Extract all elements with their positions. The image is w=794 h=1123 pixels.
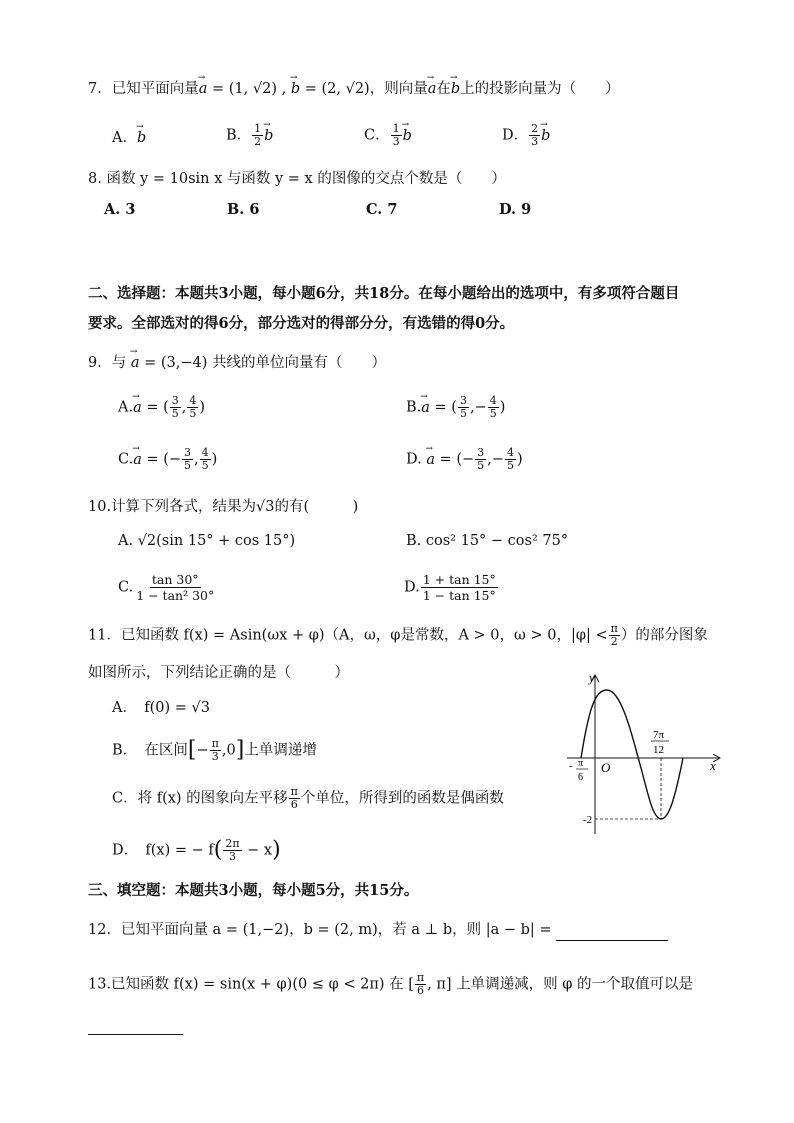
bracket: ) xyxy=(272,837,281,863)
option-letter: A． xyxy=(112,130,137,146)
vector-b: → b xyxy=(541,125,550,147)
q11-option-a: A． f(0) = √3 xyxy=(112,700,210,716)
option-letter: D． xyxy=(502,127,529,144)
vector-b: → b xyxy=(403,125,412,147)
bracket: [ xyxy=(187,737,197,763)
question-12 xyxy=(88,919,668,941)
fraction xyxy=(170,395,181,420)
fraction-numerator: π xyxy=(211,737,219,750)
q7-stem-text-1: 已知平面向量 xyxy=(111,81,199,97)
section-2-header-line-2: 要求。全部选对的得6分，部分选对的得部分分，有选错的得0分。 xyxy=(88,315,515,332)
option-letter: C. xyxy=(118,579,134,596)
q7-stem-text-2: ，则向量 xyxy=(369,81,428,97)
q13-stem-pre: 13.已知函数 f(x) = sin(x + φ)(0 ≤ φ < 2π) 在 [ xyxy=(88,976,414,993)
vector-b: → b xyxy=(291,78,300,100)
sine-curve xyxy=(581,690,683,819)
fraction-denominator: 3 xyxy=(228,850,236,863)
fraction xyxy=(391,123,402,148)
q7-option-c xyxy=(364,123,412,148)
q10-option-c xyxy=(118,572,217,603)
x-axis-label: x xyxy=(710,758,716,773)
q7-option-d xyxy=(502,123,550,148)
vector-a: → a xyxy=(199,78,208,100)
q9-option-c: C.→ a = (− $\frac{3}{5}$ , $\frac{4}{5}$ ) xyxy=(118,447,217,472)
fraction-denominator: 5 xyxy=(489,407,497,420)
fraction-numerator: π xyxy=(290,785,298,798)
fraction-numerator: 4 xyxy=(489,394,497,407)
origin-label: O xyxy=(601,760,611,775)
fraction-denominator: 5 xyxy=(477,459,485,472)
q7-number: 7． xyxy=(88,81,112,97)
q11-stem-part-2: ）的部分图象 xyxy=(620,627,708,644)
vector-a: → a xyxy=(133,397,142,419)
fraction-denominator: 2 xyxy=(610,635,618,648)
bracket: ] xyxy=(235,737,245,763)
fraction xyxy=(210,738,221,763)
vector-a: → a xyxy=(133,449,142,471)
right-zero-denominator: 12 xyxy=(653,744,664,756)
q9-option-a: A.→ a = ( $\frac{3}{5}$ , $\frac{4}{5}$ ) xyxy=(118,395,205,420)
sign: − xyxy=(168,451,182,468)
fraction-numerator: tan 30° xyxy=(151,572,199,587)
section-3-header: 三、填空题：本题共3小题，每小题5分，共15分。 xyxy=(88,882,419,899)
sign: − xyxy=(196,742,209,759)
fraction xyxy=(609,623,620,648)
question-13 xyxy=(88,972,693,997)
vector-a: → a xyxy=(421,397,430,419)
fraction-numerator: 4 xyxy=(506,446,514,459)
fraction xyxy=(187,395,198,420)
q8-option-a: A. 3 xyxy=(104,201,136,218)
fraction-numerator: 4 xyxy=(201,446,209,459)
vector-b: → b xyxy=(264,125,273,147)
fraction xyxy=(421,572,498,603)
q9-stem-pre: 9．与 xyxy=(88,355,131,371)
fraction-numerator: 4 xyxy=(189,394,197,407)
sign: − xyxy=(491,451,504,468)
option-text: 上单调递增 xyxy=(244,742,317,759)
fraction-denominator: 5 xyxy=(506,459,514,472)
left-zero-sign: - xyxy=(569,760,573,772)
q10-option-b: B. cos² 15° − cos² 75° xyxy=(406,533,569,549)
fraction-numerator: π xyxy=(416,971,425,984)
q11-option-c xyxy=(112,786,504,811)
option-text: 个单位，所得到的函数是偶函数 xyxy=(300,790,504,807)
q8-option-c: C. 7 xyxy=(366,201,398,218)
left-zero-denominator: 6 xyxy=(578,772,583,783)
fraction-denominator: 5 xyxy=(171,407,179,420)
vector-b: → b xyxy=(451,78,460,100)
fraction xyxy=(182,447,193,472)
fraction-numerator: 3 xyxy=(477,446,485,459)
q7-option-a xyxy=(112,127,146,149)
fraction-denominator: 3 xyxy=(392,135,400,148)
sign: − xyxy=(462,451,475,468)
fraction-numerator: 2 xyxy=(531,122,539,135)
fraction-numerator: 1 xyxy=(392,122,400,135)
q8-stem: 8. 函数 y = 10sin x 与函数 y = x 的图像的交点个数是（ ） xyxy=(88,171,506,187)
question-7 xyxy=(88,78,620,100)
left-zero-numerator: π xyxy=(578,758,584,769)
q8-option-d: D. 9 xyxy=(499,201,532,218)
fraction xyxy=(200,447,211,472)
fraction-numerator: 2π xyxy=(225,837,240,850)
q7-stem-text-4: 上的投影向量为（ ） xyxy=(460,81,620,97)
option-text: B． 在区间 xyxy=(112,742,188,759)
fraction-denominator: 3 xyxy=(531,135,539,148)
function-graph-figure xyxy=(565,668,725,838)
q11-option-d xyxy=(112,838,281,863)
q13-stem-post: , π] 上单调递减，则 φ 的一个取值可以是 xyxy=(427,976,694,993)
q7-stem-text-3: 在 xyxy=(436,81,451,97)
fraction-denominator: 5 xyxy=(184,459,192,472)
vector-a: → a xyxy=(428,78,437,100)
option-letter: A. xyxy=(118,399,134,416)
fraction-numerator: 3 xyxy=(459,394,467,407)
fraction xyxy=(415,972,426,997)
fraction-denominator: 3 xyxy=(211,750,219,763)
bracket: ( xyxy=(213,837,223,863)
fraction xyxy=(488,395,499,420)
sign: − xyxy=(474,399,487,416)
fraction xyxy=(289,786,300,811)
option-text: ,0 xyxy=(221,742,236,759)
fraction-numerator: 1 xyxy=(254,122,262,135)
fraction-denominator: 1 − tan 15° xyxy=(422,588,496,603)
vector-a: → a xyxy=(131,352,140,374)
q9-option-b: B.→ a = ( $\frac{3}{5}$ ,− $\frac{4}{5}$ ) xyxy=(406,395,505,420)
fraction-denominator: 5 xyxy=(459,407,467,420)
question-11 xyxy=(88,623,708,648)
fraction xyxy=(458,395,469,420)
option-letter: D. xyxy=(404,579,420,596)
q9-option-d: D. → a = (− $\frac{3}{5}$ ,− $\frac{4}{5}$ ) xyxy=(406,447,523,472)
fraction xyxy=(475,447,486,472)
q7-option-b xyxy=(226,123,273,148)
fraction-denominator: 1 − tan² 30° xyxy=(136,588,215,603)
option-text: C．将 f(x) 的图象向左平移 xyxy=(112,790,288,807)
q11-stem-line-2: 如图所示，下列结论正确的是（ ） xyxy=(88,665,349,681)
q9-stem-post: = (3,−4) 共线的单位向量有（ ） xyxy=(139,355,386,371)
q11-option-b xyxy=(112,738,317,763)
question-10: 10.计算下列各式，结果为√3的有( ) xyxy=(88,499,359,515)
option-letter: C. xyxy=(118,451,134,468)
answer-blank[interactable] xyxy=(88,1020,183,1035)
fraction xyxy=(223,838,241,863)
fraction-numerator: 3 xyxy=(184,446,192,459)
fraction xyxy=(134,572,216,603)
option-letter: D. xyxy=(406,451,427,468)
question-9 xyxy=(88,352,386,374)
vector-b: → b xyxy=(137,127,146,149)
option-letter: B. xyxy=(406,399,422,416)
answer-blank[interactable] xyxy=(556,922,668,941)
fraction xyxy=(252,123,263,148)
q8-option-b: B. 6 xyxy=(227,201,260,218)
q10-option-a: A. √2(sin 15° + cos 15°) xyxy=(118,533,296,549)
right-zero-numerator: 7π xyxy=(653,729,665,741)
fraction-denominator: 5 xyxy=(201,459,209,472)
q7-b-value: = (2, √2) xyxy=(300,81,370,97)
fraction-denominator: 5 xyxy=(189,407,197,420)
section-2-header-line-1: 二、选择题：本题共3小题，每小题6分，共18分。在每小题给出的选项中，有多项符合题目 xyxy=(88,285,680,302)
q12-stem: 12．已知平面向量 a = (1,−2)，b = (2, m)，若 a ⊥ b，则 |a − b| = xyxy=(88,922,557,938)
minimum-value-label: -2 xyxy=(583,814,593,826)
fraction-numerator: π xyxy=(610,622,618,635)
fraction-denominator: 2 xyxy=(254,135,262,148)
fraction-numerator: 1 + tan 15° xyxy=(422,572,496,587)
option-text: − x xyxy=(242,842,273,859)
option-letter: B． xyxy=(226,127,252,144)
vector-a: → a xyxy=(426,449,435,471)
fraction xyxy=(505,447,516,472)
option-text: D． f(x) = − f xyxy=(112,842,214,859)
fraction-denominator: 6 xyxy=(290,798,298,811)
fraction xyxy=(529,123,540,148)
fraction-numerator: 3 xyxy=(171,394,179,407)
q11-stem-part-1: 11．已知函数 f(x) = Asin(ωx + φ)（A，ω，φ是常数，A > 0，ω > 0，|φ| < xyxy=(88,627,608,644)
y-axis-label: y xyxy=(589,670,595,685)
fraction-denominator: 6 xyxy=(417,984,424,997)
option-letter: C． xyxy=(364,127,390,144)
question-8 xyxy=(88,168,506,190)
q10-option-d xyxy=(404,572,499,603)
q7-a-value: = (1, √2) , xyxy=(207,81,291,97)
